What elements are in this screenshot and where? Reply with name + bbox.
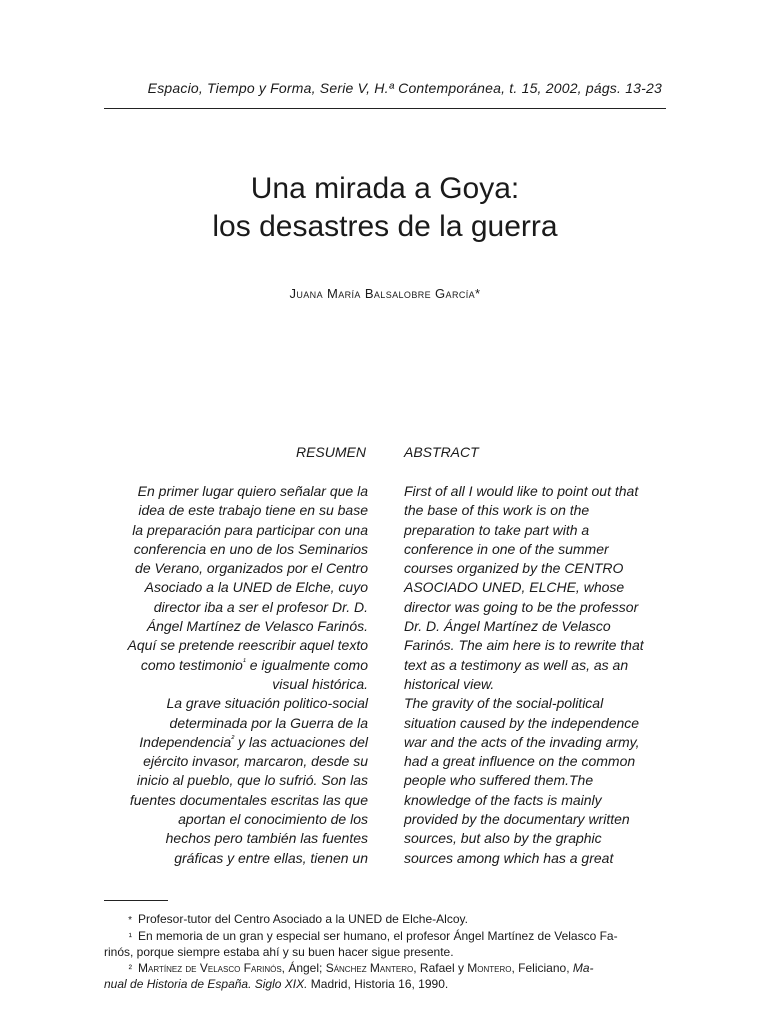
abstract-line: ASOCIADO UNED, ELCHE, whose bbox=[404, 579, 625, 596]
footnote-rule bbox=[104, 900, 168, 901]
abstract-line: Farinós. The aim here is to rewrite that bbox=[404, 637, 644, 654]
title-line-2: los desastres de la guerra bbox=[212, 210, 558, 243]
article-title bbox=[104, 170, 666, 246]
footnote-text: En memoria de un gran y especial ser humano, el profesor Ángel Martínez de Velasco Fa- bbox=[138, 928, 618, 943]
citation-author: Montero bbox=[467, 960, 512, 975]
resumen-line: director iba a ser el profesor Dr. D. bbox=[153, 598, 368, 615]
resumen-line: gráficas y entre ellas, tienen un bbox=[174, 849, 368, 866]
abstract-line: sources, but also by the graphic bbox=[404, 830, 602, 847]
resumen-line: inicio al pueblo, que lo sufrió. Son las bbox=[136, 772, 368, 789]
abstract-line: historical view. bbox=[404, 675, 495, 692]
footnote-mark: ¹ bbox=[128, 931, 132, 943]
resumen-line: determinada por la Guerra de la bbox=[169, 714, 368, 731]
abstract-line: had a great influence on the common bbox=[404, 753, 636, 770]
footnote-2 bbox=[104, 929, 670, 946]
resumen-line: idea de este trabajo tiene en su base bbox=[138, 502, 368, 519]
resumen-text: y las actuaciones del bbox=[234, 733, 368, 750]
resumen-line bbox=[100, 733, 368, 752]
abstract-line: director was going to be the professor bbox=[404, 598, 639, 615]
resumen-heading: RESUMEN bbox=[295, 444, 366, 460]
abstract-line: conference in one of the summer bbox=[404, 540, 609, 557]
footnote-text: , Ángel; bbox=[281, 960, 326, 975]
header-rule bbox=[104, 108, 666, 109]
running-head: Espacio, Tiempo y Forma, Serie V, H.ª Contemporánea, t. 15, 2002, págs. 13-23 bbox=[147, 80, 662, 96]
resumen-line: ejército invasor, marcaron, desde su bbox=[143, 753, 368, 770]
resumen-line: En primer lugar quiero señalar que la bbox=[137, 483, 368, 499]
footnote-mark: ² bbox=[128, 963, 132, 975]
citation-title: Ma- bbox=[572, 960, 594, 975]
resumen-line: aportan el conocimiento de los bbox=[178, 811, 368, 828]
footnote-1 bbox=[104, 912, 670, 929]
resumen-text: e igualmente como bbox=[245, 656, 368, 673]
abstract-line: sources among which has a great bbox=[404, 849, 614, 866]
resumen-line bbox=[100, 656, 368, 675]
title-line-1: Una mirada a Goya: bbox=[250, 172, 520, 205]
footnote-text: , Feliciano, bbox=[511, 960, 573, 975]
resumen-line: de Verano, organizados por el Centro bbox=[135, 560, 368, 577]
resumen-text: como testimonio bbox=[140, 656, 243, 673]
abstract-line: preparation to take part with a bbox=[404, 521, 590, 538]
citation-author: Martínez de Velasco Farinós bbox=[138, 960, 282, 975]
abstract-line: The gravity of the social-political bbox=[404, 695, 604, 712]
resumen-text: Independencia bbox=[139, 733, 232, 750]
resumen-line: fuentes documentales escritas las que bbox=[129, 791, 368, 808]
abstract-line: First of all I would like to point out that bbox=[404, 483, 639, 499]
abstract-line: text as a testimony as well as, as an bbox=[404, 656, 629, 673]
footnotes bbox=[104, 912, 670, 993]
abstract-body bbox=[404, 482, 674, 868]
footnote-ref-1[interactable]: ¹ bbox=[242, 656, 246, 667]
resumen-line: Asociado a la UNED de Elche, cuyo bbox=[144, 579, 368, 596]
author-name: Juana María Balsalobre García* bbox=[289, 286, 481, 301]
abstract-line: provided by the documentary written bbox=[404, 811, 630, 828]
footnote-mark: * bbox=[128, 915, 132, 926]
footnote-3 bbox=[104, 961, 670, 978]
footnote-2-cont: rinós, porque siempre estaba ahí y su buen hacer sigue presente. bbox=[104, 945, 454, 959]
abstract-heading: ABSTRACT bbox=[404, 444, 479, 460]
footnote-text: , Rafael y bbox=[413, 960, 468, 975]
citation-title: nual de Historia de España. Siglo XIX. bbox=[104, 977, 308, 991]
resumen-line: visual histórica. bbox=[272, 675, 368, 692]
abstract-line: the base of this work is on the bbox=[404, 502, 590, 519]
footnote-text: Profesor-tutor del Centro Asociado a la UNED de Elche-Alcoy. bbox=[138, 912, 468, 926]
resumen-line: la preparación para participar con una bbox=[132, 521, 368, 538]
resumen-line: conferencia en uno de los Seminarios bbox=[133, 540, 368, 557]
citation-author: Sánchez Mantero bbox=[325, 960, 414, 975]
abstract-line: people who suffered them.The bbox=[404, 772, 594, 789]
footnote-3-cont bbox=[104, 977, 670, 993]
footnote-text: Madrid, Historia 16, 1990. bbox=[307, 977, 449, 991]
abstract-line: situation caused by the independence bbox=[404, 714, 640, 731]
resumen-body bbox=[100, 482, 368, 868]
abstract-line: courses organized by the CENTRO bbox=[404, 560, 624, 577]
footnote-ref-2[interactable]: ² bbox=[231, 733, 235, 744]
resumen-line: Ángel Martínez de Velasco Farinós. bbox=[146, 618, 368, 635]
resumen-line: La grave situación politico-social bbox=[166, 695, 368, 712]
resumen-line: hechos pero también las fuentes bbox=[165, 830, 368, 847]
abstract-line: Dr. D. Ángel Martínez de Velasco bbox=[404, 618, 611, 635]
abstract-line: war and the acts of the invading army, bbox=[404, 733, 640, 750]
resumen-line: Aquí se pretende reescribir aquel texto bbox=[127, 637, 368, 654]
abstract-line: knowledge of the facts is mainly bbox=[404, 791, 602, 808]
